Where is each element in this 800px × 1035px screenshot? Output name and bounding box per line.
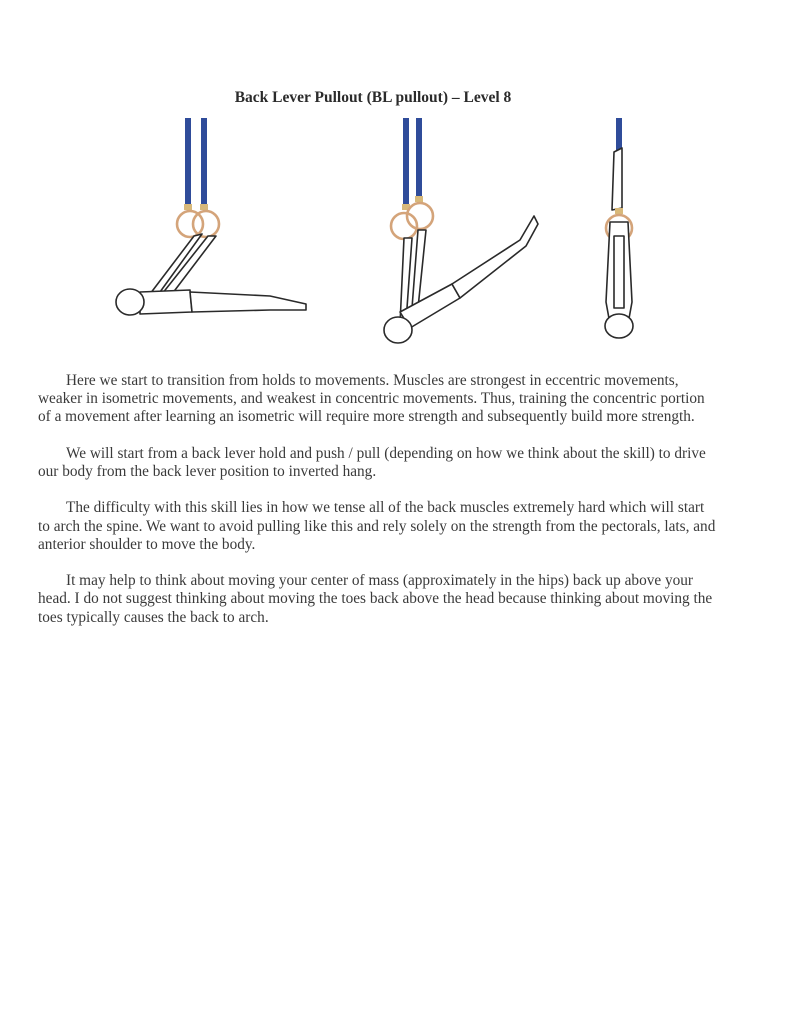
head	[384, 317, 412, 343]
arm-right	[412, 230, 426, 308]
ring-left	[177, 211, 203, 237]
buckle-left	[184, 204, 192, 210]
strap-right	[416, 118, 422, 196]
torso	[140, 290, 192, 314]
strap-right	[201, 118, 207, 206]
strap-left	[185, 118, 191, 206]
figure-mid-pullout	[370, 112, 550, 352]
paragraph-1: Here we start to transition from holds to movements. Muscles are strongest in eccentric movements, weaker in isometric movements, and weakest in concentric movements. Thus, training the concentric portion of a movement after learning an isometric will require more strength and subsequently build more strength.	[38, 372, 705, 426]
figure-back-lever	[110, 112, 320, 322]
figure-row	[0, 112, 800, 352]
legs	[190, 292, 306, 312]
ring-right	[193, 211, 219, 237]
page-title: Back Lever Pullout (BL pullout) – Level 8	[234, 89, 512, 106]
paragraph-4: It may help to think about moving your center of mass (approximately in the hips) back up above your head. I do not suggest thinking about moving the toes back above the head because thinking about moving the toes typically causes the back to arch.	[38, 572, 713, 626]
paragraph-3: The difficulty with this skill lies in how we tense all of the back muscles extremely hard which will start to arch the spine. We want to avoid pulling like this and rely solely on the strength from the pectorals, lats, and anterior shoulder to move the body.	[38, 499, 716, 553]
strap-left	[403, 118, 409, 204]
buckle	[615, 208, 623, 214]
head	[116, 289, 144, 315]
paragraph-2: We will start from a back lever hold and push / pull (depending on how we think about the skill) to drive our body from the back lever position to inverted hang.	[38, 444, 706, 480]
buckle-right	[415, 196, 423, 202]
head	[605, 314, 633, 338]
feet	[612, 148, 622, 210]
buckle-right	[200, 204, 208, 210]
arms	[614, 236, 624, 308]
body-text	[38, 372, 718, 645]
figure-inverted-hang	[590, 112, 650, 352]
legs	[452, 216, 538, 298]
